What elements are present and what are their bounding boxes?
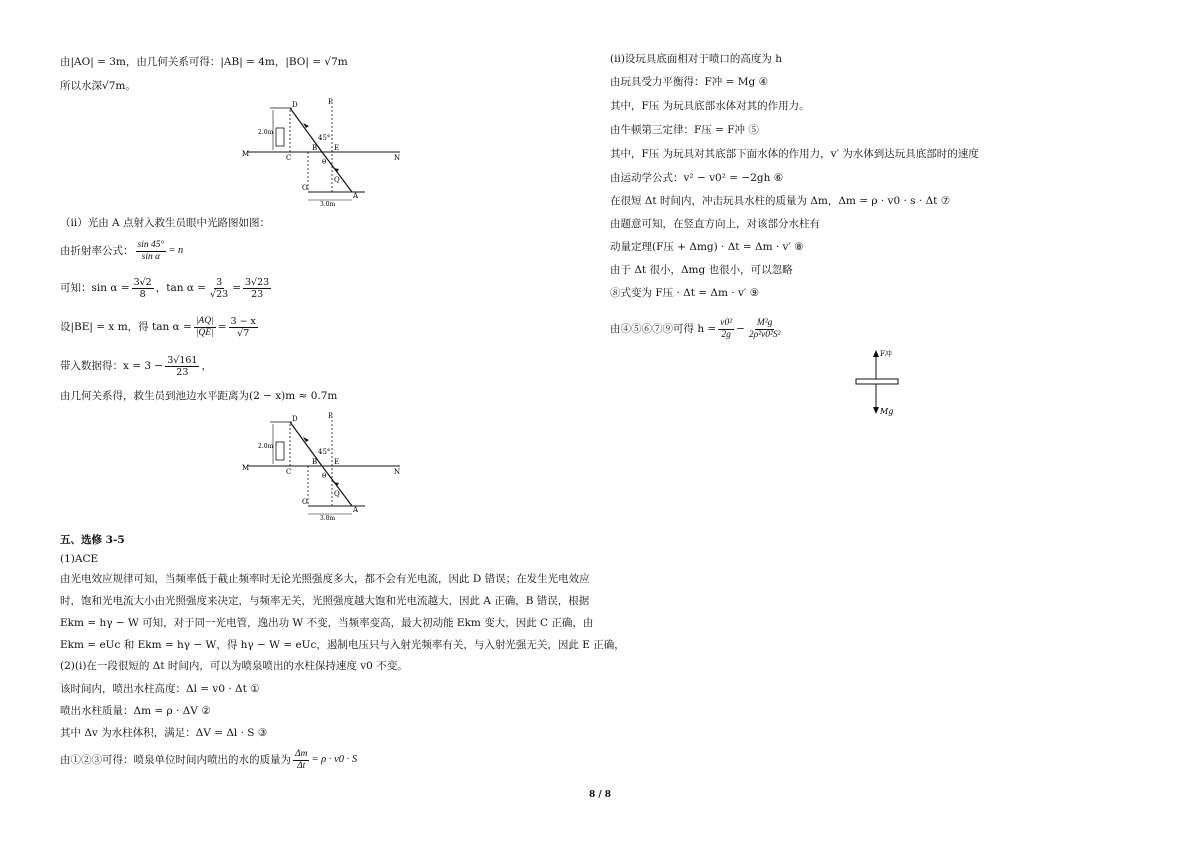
text: ，: [201, 360, 212, 372]
numerator: 3√161: [167, 354, 198, 366]
formula-line: [60, 312, 260, 342]
label-D: D: [292, 101, 298, 109]
text: = ρ · v0 · S: [311, 754, 358, 765]
formula-line: [60, 238, 183, 264]
fraction: [243, 277, 271, 300]
refraction-diagram-2: [240, 412, 410, 522]
label-height: 2.0m: [258, 129, 274, 136]
fraction: [747, 318, 783, 341]
text-line: (ii)设玩具底面相对于喷口的高度为 h: [610, 53, 783, 65]
text-line: 其中，F压 为玩具底部水体对其的作用力。: [610, 100, 810, 112]
label-A: A: [353, 192, 359, 200]
text-line: 喷出水柱质量：Δm = ρ · ΔV ②: [60, 705, 211, 717]
label-N: N: [394, 468, 401, 476]
text-line: 所以水深√7m。: [60, 80, 136, 92]
denominator: |QE|: [195, 327, 214, 338]
fraction: [136, 240, 167, 263]
text-line: 在很短 Δt 时间内，冲击玩具水柱的质量为 Δm，Δm = ρ · v0 · s · Δt ⑦: [610, 195, 951, 207]
label-M: M: [242, 150, 250, 158]
formula-line: [60, 746, 357, 774]
text-line: 动量定理(F压 + Δmg) · Δt = Δm · v′ ⑧: [610, 241, 804, 253]
force-diagram: [850, 346, 910, 418]
text-line: 其中 Δv 为水柱体积，满足：ΔV = Δl · S ③: [60, 727, 268, 739]
denominator: sin α: [141, 251, 161, 262]
label-width: 3.0m: [320, 515, 336, 522]
label-45: 45°: [318, 134, 331, 142]
label-B: B: [312, 144, 318, 152]
text-line: 由几何关系得，救生员到池边水平距离为(2 − x)m ≈ 0.7m: [60, 390, 338, 402]
denominator: 2ρ²v0²S²: [748, 329, 781, 340]
label-O: O: [302, 184, 308, 192]
formula-line: [60, 352, 212, 380]
text: =: [217, 321, 227, 333]
numerator: 3: [216, 276, 223, 288]
numerator: 3√23: [245, 276, 270, 288]
label-gravity: Mg: [880, 407, 894, 416]
text-line: 其中，F压 为玩具对其底部下面水体的作用力，v′ 为水体到达玩具底部时的速度: [610, 148, 979, 160]
fraction: [165, 355, 199, 378]
numerator: |AQ|: [195, 315, 214, 326]
text-line: 由光电效应规律可知，当频率低于截止频率时无论光照强度多大，都不会有光电流，因此 D 错误；在发生光电效应: [60, 573, 590, 585]
denominator: 8: [139, 288, 146, 300]
text: = n: [168, 245, 184, 256]
text-line: 由牛顿第三定律：F压 = F冲 ⑤: [610, 124, 759, 136]
denominator: √23: [210, 288, 229, 300]
label-B: B: [312, 458, 318, 466]
formula-line: [60, 274, 273, 302]
fraction: [194, 316, 216, 339]
text-line: 该时间内，喷出水柱高度：Δl = v0 · Δt ①: [60, 683, 260, 695]
label-P: P: [328, 412, 333, 420]
text: 可知：sin α =: [60, 282, 130, 294]
label-theta: θ: [322, 158, 327, 166]
label-width: 3.0m: [320, 201, 336, 208]
numerator: M²g: [756, 317, 773, 328]
label-Q: Q: [334, 490, 340, 498]
text-line: 由题意可知，在竖直方向上，对该部分水柱有: [610, 218, 820, 230]
label-E: E: [334, 458, 340, 466]
text-line: 由运动学公式：v² − v0² = −2gh ⑥: [610, 172, 784, 184]
numerator: Δm: [295, 748, 308, 759]
text-line: Ekm = eUc 和 Ekm = hγ − W，得 hγ − W = eUc，遏制电压只与入射光频率有关，与入射光强无关，因此 E 正确，: [60, 639, 625, 651]
page-number: 8 / 8: [588, 790, 612, 800]
fraction: [718, 318, 734, 341]
label-O: O: [302, 498, 308, 506]
label-E: E: [334, 144, 340, 152]
label-Q: Q: [334, 176, 340, 184]
label-A: A: [353, 506, 359, 514]
text: 设|BE| = x m，得 tan α =: [60, 321, 192, 333]
label-theta: θ: [322, 472, 327, 480]
denominator: 23: [251, 288, 264, 300]
text-line: （ii）光由 A 点射入救生员眼中光路图如图：: [60, 217, 270, 229]
text-line: 由于 Δt 很小，Δmg 也很小，可以忽略: [610, 264, 793, 276]
text-line: 由玩具受力平衡得：F冲 = Mg ④: [610, 76, 768, 88]
fraction: [208, 277, 230, 300]
text-line: 由|AO| = 3m，由几何关系可得：|AB| = 4m，|BO| = √7m: [60, 56, 348, 68]
numerator: 3√2: [133, 276, 152, 288]
text-line: (1)ACE: [60, 553, 99, 565]
label-impact-force: F冲: [880, 350, 892, 358]
denominator: 23: [176, 366, 189, 378]
refraction-diagram-1: [240, 98, 410, 208]
section-heading: 五、选修 3-5: [60, 534, 125, 546]
text-line: Ekm = hγ − W 可知，对于同一光电管，逸出功 W 不变，当频率变高，最大初动能 Ekm 变大，因此 C 正确，由: [60, 617, 594, 629]
numerator: 3 − x: [230, 315, 256, 327]
formula-line: [610, 314, 784, 344]
label-N: N: [394, 154, 401, 162]
denominator: Δt: [297, 760, 306, 771]
text-line: (2)(i)在一段很短的 Δt 时间内，可以为喷泉喷出的水柱保持速度 v0 不变。: [60, 660, 408, 672]
fraction: [132, 277, 154, 300]
denominator: √7: [237, 327, 250, 339]
label-C: C: [286, 468, 292, 476]
text: ，tan α =: [155, 282, 207, 294]
text: 由④⑤⑥⑦⑨可得 h =: [610, 323, 717, 335]
text: −: [736, 323, 745, 335]
text: 带入数据得：x = 3 −: [60, 360, 164, 372]
text-line: 时，饱和光电流大小由光照强度来决定，与频率无关，光照强度越大饱和光电流越大，因此 A 正确，B 错误，根据: [60, 595, 590, 607]
denominator: 2g: [721, 329, 731, 340]
numerator: sin 45°: [137, 239, 165, 250]
fraction: [293, 749, 309, 772]
label-45: 45°: [318, 448, 331, 456]
numerator: v0²: [720, 317, 733, 328]
text: 由折射率公式：: [60, 245, 134, 257]
label-P: P: [328, 98, 333, 106]
text: =: [232, 282, 242, 294]
text-line: ⑧式变为 F压 · Δt = Δm · v′ ⑨: [610, 287, 760, 299]
label-C: C: [286, 154, 292, 162]
label-M: M: [242, 464, 250, 472]
label-D: D: [292, 415, 298, 423]
text: 由①②③可得：喷泉单位时间内喷出的水的质量为: [60, 754, 291, 766]
label-height: 2.0m: [258, 443, 274, 450]
fraction: [229, 316, 258, 339]
